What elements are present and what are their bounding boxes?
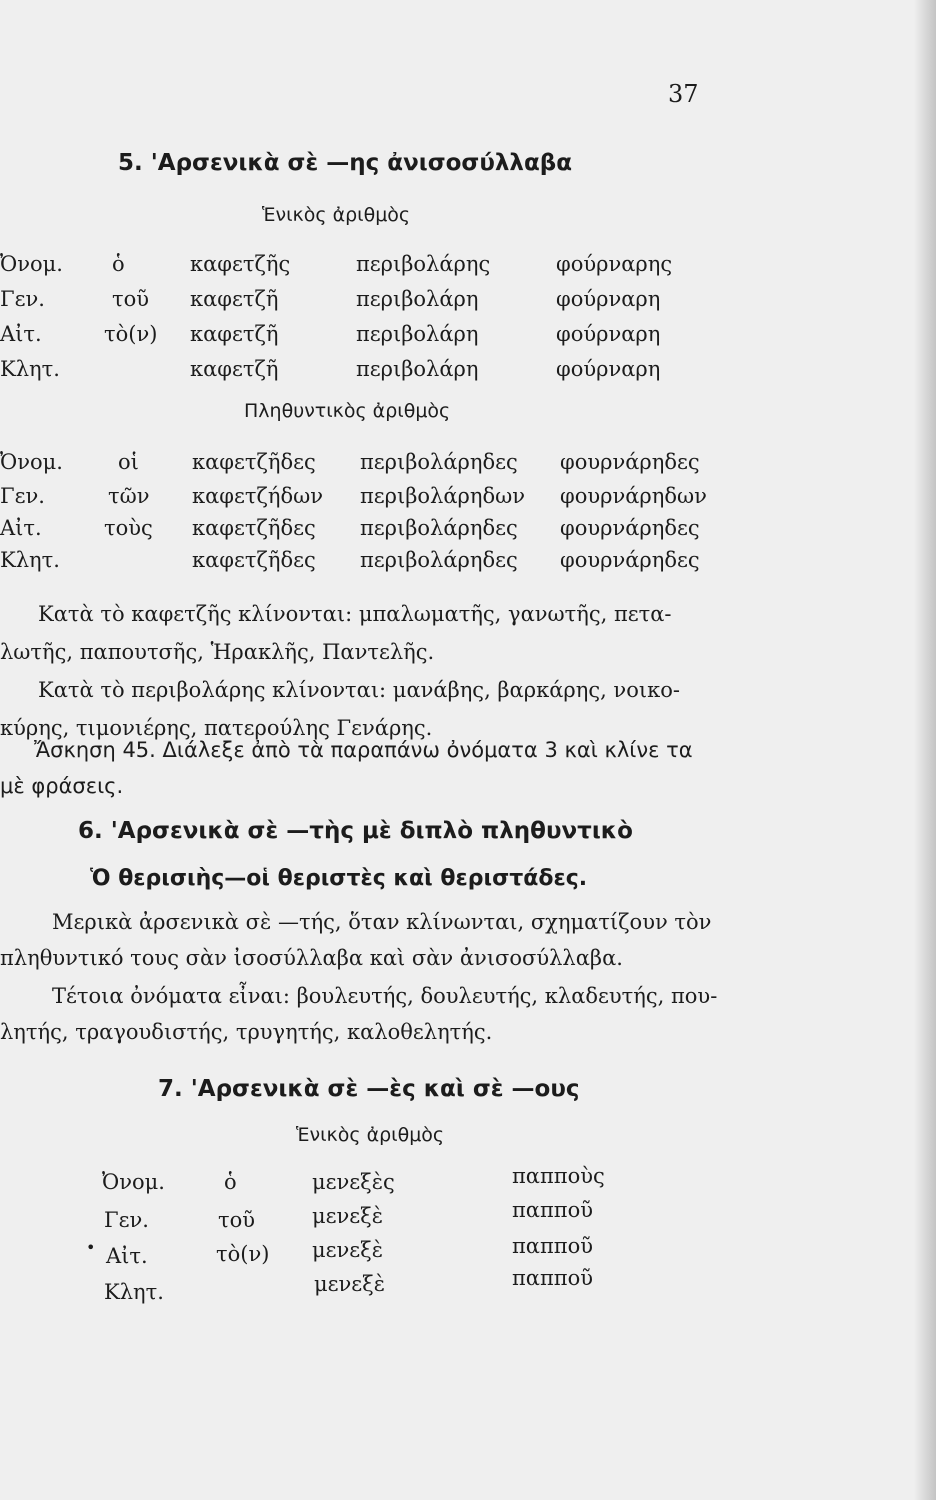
word-cell: καφετζῆ <box>190 287 279 311</box>
word-cell: φούρναρη <box>556 287 661 311</box>
word-cell: μενεξὲ <box>312 1238 384 1262</box>
word-cell: καφετζῆδες <box>192 516 316 540</box>
word-cell: περιβολάρης <box>356 252 491 276</box>
section-5-plural-label: Πληθυντικὸς ἀριθμὸς <box>244 400 451 422</box>
section-5-heading: 5. 'Αρσενικὰ σὲ —ης ἀνισοσύλλαβα <box>118 150 573 176</box>
word-cell: παπποὺς <box>512 1164 605 1188</box>
article: τὸ(ν) <box>216 1242 270 1266</box>
section-5-singular-label: Ἑνικὸς ἀριθμὸς <box>262 204 411 226</box>
word-cell: περιβολάρη <box>356 357 479 381</box>
word-cell: φουρνάρηδων <box>560 484 707 508</box>
article: τῶν <box>108 484 150 508</box>
case-label: Γεν. <box>0 287 45 311</box>
paragraph-line: Τέτοια ὀνόματα εἶναι: βουλευτής, δουλευτής, κλαδευτής, που- <box>52 984 718 1008</box>
word-cell: φουρνάρηδες <box>560 450 700 474</box>
article: ὁ <box>112 252 125 276</box>
word-cell: καφετζῆ <box>190 357 279 381</box>
article: τοὺς <box>104 516 153 540</box>
word-cell: περιβολάρηδες <box>360 450 518 474</box>
paragraph-line: λητής, τραγουδιστής, τρυγητής, καλοθελητής. <box>0 1020 493 1044</box>
exercise-line: μὲ φράσεις. <box>0 774 124 798</box>
word-cell: καφετζῆς <box>190 252 291 276</box>
word-cell: παπποῦ <box>512 1234 593 1258</box>
paragraph-line: πληθυντικό τους σὰν ἰσοσύλλαβα καὶ σὰν ἀνισοσύλλαβα. <box>0 946 623 970</box>
paragraph-line: Κατὰ τὸ περιβολάρης κλίνονται: μανάβης, βαρκάρης, νοικο- <box>38 678 680 702</box>
case-label: Ὀνομ. <box>0 450 63 474</box>
word-cell: φουρνάρηδες <box>560 548 700 572</box>
case-label: Γεν. <box>104 1208 149 1232</box>
case-label: Γεν. <box>0 484 45 508</box>
case-label: Κλητ. <box>104 1280 164 1304</box>
case-label: Ὀνομ. <box>102 1170 165 1194</box>
article: ὁ <box>224 1170 237 1194</box>
case-label: Αἰτ. <box>106 1244 148 1268</box>
paragraph-line: Μερικὰ ἀρσενικὰ σὲ —τής, ὅταν κλίνωνται, σχηματίζουν τὸν <box>52 910 712 934</box>
word-cell: φούρναρη <box>556 322 661 346</box>
section-6-subheading: Ὁ θερισιὴς—οἱ θεριστὲς καὶ θεριστάδες. <box>90 866 588 891</box>
word-cell: καφετζῆ <box>190 322 279 346</box>
word-cell: παπποῦ <box>512 1198 593 1222</box>
exercise-line: Ἄσκηση 45. Διάλεξε ἀπὸ τὰ παραπάνω ὀνόματα 3 καὶ κλίνε τα <box>34 738 693 762</box>
case-label: Αἰτ. <box>0 516 42 540</box>
section-7-heading: 7. 'Αρσενικὰ σὲ —ὲς καὶ σὲ —ους <box>158 1076 580 1102</box>
paragraph-line: λωτῆς, παπουτσῆς, Ἡρακλῆς, Παντελῆς. <box>0 640 435 664</box>
word-cell: περιβολάρηδες <box>360 516 518 540</box>
word-cell: περιβολάρη <box>356 322 479 346</box>
word-cell: περιβολάρηδων <box>360 484 525 508</box>
section-6-heading: 6. 'Αρσενικὰ σὲ —τὴς μὲ διπλὸ πληθυντικὸ <box>78 818 633 844</box>
word-cell: περιβολάρη <box>356 287 479 311</box>
word-cell: καφετζήδων <box>192 484 324 508</box>
word-cell: φούρναρης <box>556 252 673 276</box>
bullet-mark: • <box>86 1238 96 1257</box>
section-7-singular-label: Ἑνικὸς ἀριθμὸς <box>296 1124 445 1146</box>
page-edge-shadow <box>914 0 936 1500</box>
word-cell: καφετζῆδες <box>192 548 316 572</box>
case-label: Κλητ. <box>0 357 60 381</box>
paragraph-line: Κατὰ τὸ καφετζῆς κλίνονται: μπαλωματῆς, γανωτῆς, πετα- <box>38 602 672 626</box>
case-label: Κλητ. <box>0 548 60 572</box>
word-cell: καφετζῆδες <box>192 450 316 474</box>
article: τοῦ <box>112 287 150 311</box>
article: τὸ(ν) <box>104 322 158 346</box>
word-cell: μενεξὲ <box>314 1272 386 1296</box>
word-cell: παπποῦ <box>512 1266 593 1290</box>
word-cell: φουρνάρηδες <box>560 516 700 540</box>
word-cell: μενεξὲ <box>312 1204 384 1228</box>
word-cell: μενεξὲς <box>312 1170 395 1194</box>
case-label: Αἰτ. <box>0 322 42 346</box>
article: οἱ <box>118 450 139 474</box>
page-number: 37 <box>668 80 699 108</box>
word-cell: φούρναρη <box>556 357 661 381</box>
case-label: Ὀνομ. <box>0 252 63 276</box>
article: τοῦ <box>218 1208 256 1232</box>
word-cell: περιβολάρηδες <box>360 548 518 572</box>
paragraph-line: κύρης, τιμονιέρης, πατερούλης Γενάρης. <box>0 716 433 740</box>
